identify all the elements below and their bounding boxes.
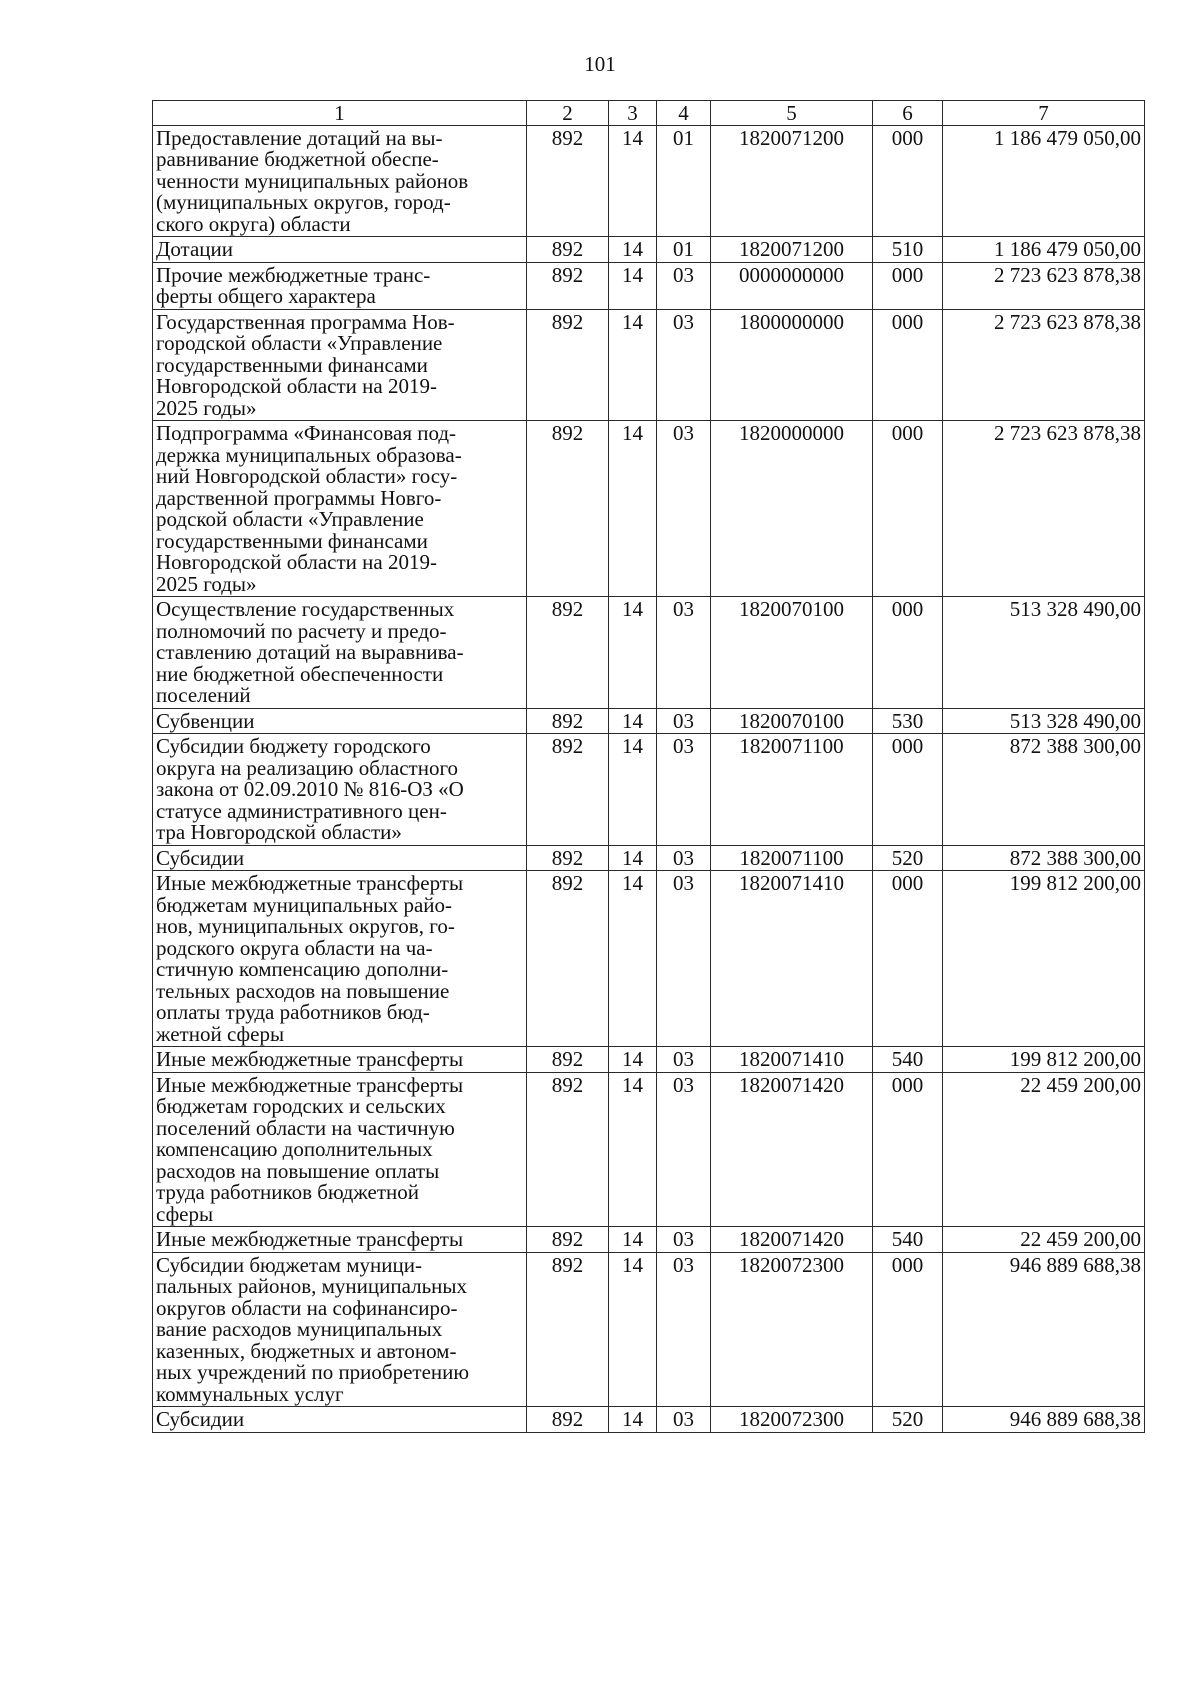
row-cell-col3: 14 xyxy=(609,734,657,846)
row-cell-col2: 892 xyxy=(527,309,609,421)
row-cell-col3: 14 xyxy=(609,708,657,734)
row-amount-cell: 872 388 300,00 xyxy=(943,734,1145,846)
row-cell-col5: 1820071410 xyxy=(711,871,873,1047)
row-cell-col4: 03 xyxy=(657,1252,711,1407)
row-amount-cell: 946 889 688,38 xyxy=(943,1252,1145,1407)
row-amount-cell: 199 812 200,00 xyxy=(943,1047,1145,1073)
table-row xyxy=(153,734,1145,846)
table-body xyxy=(153,125,1145,1432)
table-row xyxy=(153,597,1145,709)
row-cell-col5: 1820072300 xyxy=(711,1407,873,1433)
row-cell-col3: 14 xyxy=(609,421,657,597)
row-cell-col5: 1820071410 xyxy=(711,1047,873,1073)
table-row xyxy=(153,125,1145,237)
row-cell-col4: 03 xyxy=(657,871,711,1047)
row-cell-col5: 1800000000 xyxy=(711,309,873,421)
row-name-cell: Иные межбюджетные трансферты бюджетам городских и сельских поселений области на частичную компенсацию дополнительных расходов на повышение оплаты труда работников бюджетной сферы xyxy=(153,1072,527,1227)
row-cell-col4: 03 xyxy=(657,421,711,597)
row-cell-col2: 892 xyxy=(527,1407,609,1433)
row-cell-col6: 530 xyxy=(873,708,943,734)
row-amount-cell: 872 388 300,00 xyxy=(943,845,1145,871)
table-row xyxy=(153,262,1145,309)
row-name-cell: Прочие межбюджетные транс- ферты общего характера xyxy=(153,262,527,309)
row-cell-col3: 14 xyxy=(609,597,657,709)
row-cell-col3: 14 xyxy=(609,845,657,871)
row-name-cell: Субсидии бюджетам муници- пальных районов, муниципальных округов области на софинансиро- вание расходов муниципальных казенных, бюджетных и автоном- ных учреждений по приобретению коммунальных услуг xyxy=(153,1252,527,1407)
table-row xyxy=(153,1252,1145,1407)
row-cell-col6: 000 xyxy=(873,125,943,237)
row-name-cell: Иные межбюджетные трансферты xyxy=(153,1047,527,1073)
row-cell-col4: 03 xyxy=(657,262,711,309)
row-cell-col2: 892 xyxy=(527,1047,609,1073)
row-amount-cell: 199 812 200,00 xyxy=(943,871,1145,1047)
row-cell-col6: 000 xyxy=(873,1252,943,1407)
row-cell-col2: 892 xyxy=(527,1227,609,1253)
table-row xyxy=(153,1072,1145,1227)
table-row xyxy=(153,1407,1145,1433)
row-cell-col4: 03 xyxy=(657,845,711,871)
row-amount-cell: 946 889 688,38 xyxy=(943,1407,1145,1433)
row-name-cell: Осуществление государственных полномочий по расчету и предо- ставлению дотаций на выравнива- ние бюджетной обеспеченности поселений xyxy=(153,597,527,709)
row-cell-col6: 000 xyxy=(873,421,943,597)
row-amount-cell: 513 328 490,00 xyxy=(943,708,1145,734)
table-row xyxy=(153,421,1145,597)
row-cell-col2: 892 xyxy=(527,262,609,309)
row-cell-col3: 14 xyxy=(609,1407,657,1433)
row-amount-cell: 22 459 200,00 xyxy=(943,1072,1145,1227)
row-cell-col2: 892 xyxy=(527,1252,609,1407)
row-cell-col2: 892 xyxy=(527,125,609,237)
row-cell-col3: 14 xyxy=(609,1252,657,1407)
row-cell-col5: 1820071420 xyxy=(711,1227,873,1253)
row-cell-col3: 14 xyxy=(609,309,657,421)
row-cell-col6: 000 xyxy=(873,309,943,421)
page-number: 101 xyxy=(584,52,616,76)
table-row xyxy=(153,309,1145,421)
table-row xyxy=(153,708,1145,734)
row-cell-col6: 520 xyxy=(873,845,943,871)
row-cell-col4: 03 xyxy=(657,309,711,421)
row-cell-col6: 000 xyxy=(873,262,943,309)
row-cell-col5: 1820071200 xyxy=(711,125,873,237)
row-cell-col4: 03 xyxy=(657,1047,711,1073)
row-cell-col4: 01 xyxy=(657,125,711,237)
row-name-cell: Субсидии xyxy=(153,1407,527,1433)
row-name-cell: Государственная программа Нов- городской области «Управление государственными финансами Новгородской области на 2019- 2025 годы» xyxy=(153,309,527,421)
row-cell-col5: 1820072300 xyxy=(711,1252,873,1407)
row-name-cell: Предоставление дотаций на вы- равнивание бюджетной обеспе- ченности муниципальных районов (муниципальных округов, город- ского округа) области xyxy=(153,125,527,237)
row-cell-col4: 03 xyxy=(657,708,711,734)
row-cell-col5: 1820070100 xyxy=(711,597,873,709)
row-name-cell: Субсидии бюджету городского округа на реализацию областного закона от 02.09.2010 № 816-ОЗ «О статусе административного цен- тра Новгородской области» xyxy=(153,734,527,846)
row-cell-col2: 892 xyxy=(527,421,609,597)
row-cell-col4: 03 xyxy=(657,1072,711,1227)
column-header: 1 xyxy=(153,101,527,126)
row-cell-col6: 540 xyxy=(873,1227,943,1253)
row-cell-col6: 540 xyxy=(873,1047,943,1073)
row-cell-col2: 892 xyxy=(527,708,609,734)
row-amount-cell: 2 723 623 878,38 xyxy=(943,309,1145,421)
row-cell-col2: 892 xyxy=(527,845,609,871)
row-cell-col3: 14 xyxy=(609,1072,657,1227)
row-cell-col3: 14 xyxy=(609,262,657,309)
row-cell-col2: 892 xyxy=(527,871,609,1047)
row-name-cell: Иные межбюджетные трансферты бюджетам муниципальных райо- нов, муниципальных округов, го- родского округа области на ча- стичную компенсацию дополни- тельных расходов на повышение оплаты труда работников бюд- жетной сферы xyxy=(153,871,527,1047)
row-cell-col5: 1820071100 xyxy=(711,734,873,846)
row-amount-cell: 2 723 623 878,38 xyxy=(943,421,1145,597)
column-header: 6 xyxy=(873,101,943,126)
row-cell-col4: 03 xyxy=(657,1407,711,1433)
table-row xyxy=(153,237,1145,263)
row-name-cell: Иные межбюджетные трансферты xyxy=(153,1227,527,1253)
row-cell-col6: 000 xyxy=(873,734,943,846)
row-amount-cell: 1 186 479 050,00 xyxy=(943,125,1145,237)
column-header: 5 xyxy=(711,101,873,126)
row-cell-col3: 14 xyxy=(609,125,657,237)
row-cell-col2: 892 xyxy=(527,597,609,709)
row-cell-col3: 14 xyxy=(609,1047,657,1073)
row-cell-col5: 1820070100 xyxy=(711,708,873,734)
column-header: 3 xyxy=(609,101,657,126)
row-cell-col6: 000 xyxy=(873,1072,943,1227)
row-cell-col5: 1820071100 xyxy=(711,845,873,871)
table-row xyxy=(153,1227,1145,1253)
row-amount-cell: 513 328 490,00 xyxy=(943,597,1145,709)
row-amount-cell: 1 186 479 050,00 xyxy=(943,237,1145,263)
row-cell-col6: 510 xyxy=(873,237,943,263)
row-cell-col2: 892 xyxy=(527,1072,609,1227)
row-cell-col6: 520 xyxy=(873,1407,943,1433)
row-cell-col2: 892 xyxy=(527,237,609,263)
row-cell-col6: 000 xyxy=(873,597,943,709)
row-cell-col5: 1820071420 xyxy=(711,1072,873,1227)
row-amount-cell: 22 459 200,00 xyxy=(943,1227,1145,1253)
row-cell-col2: 892 xyxy=(527,734,609,846)
row-cell-col3: 14 xyxy=(609,871,657,1047)
header-row xyxy=(153,101,1145,126)
table-row xyxy=(153,871,1145,1047)
row-cell-col5: 0000000000 xyxy=(711,262,873,309)
table-row xyxy=(153,845,1145,871)
row-name-cell: Субвенции xyxy=(153,708,527,734)
row-cell-col4: 03 xyxy=(657,1227,711,1253)
row-cell-col4: 03 xyxy=(657,734,711,846)
row-cell-col4: 01 xyxy=(657,237,711,263)
row-cell-col3: 14 xyxy=(609,1227,657,1253)
row-cell-col5: 1820000000 xyxy=(711,421,873,597)
budget-table xyxy=(152,100,1145,1433)
row-name-cell: Дотации xyxy=(153,237,527,263)
row-name-cell: Субсидии xyxy=(153,845,527,871)
row-name-cell: Подпрограмма «Финансовая под- держка муниципальных образова- ний Новгородской области» госу- дарственной программы Новго- родской области «Управление государственными финансами Новгородской области на 2019- 2025 годы» xyxy=(153,421,527,597)
row-cell-col5: 1820071200 xyxy=(711,237,873,263)
row-cell-col4: 03 xyxy=(657,597,711,709)
column-header: 4 xyxy=(657,101,711,126)
column-header: 7 xyxy=(943,101,1145,126)
row-amount-cell: 2 723 623 878,38 xyxy=(943,262,1145,309)
table-row xyxy=(153,1047,1145,1073)
row-cell-col6: 000 xyxy=(873,871,943,1047)
row-cell-col3: 14 xyxy=(609,237,657,263)
column-header: 2 xyxy=(527,101,609,126)
